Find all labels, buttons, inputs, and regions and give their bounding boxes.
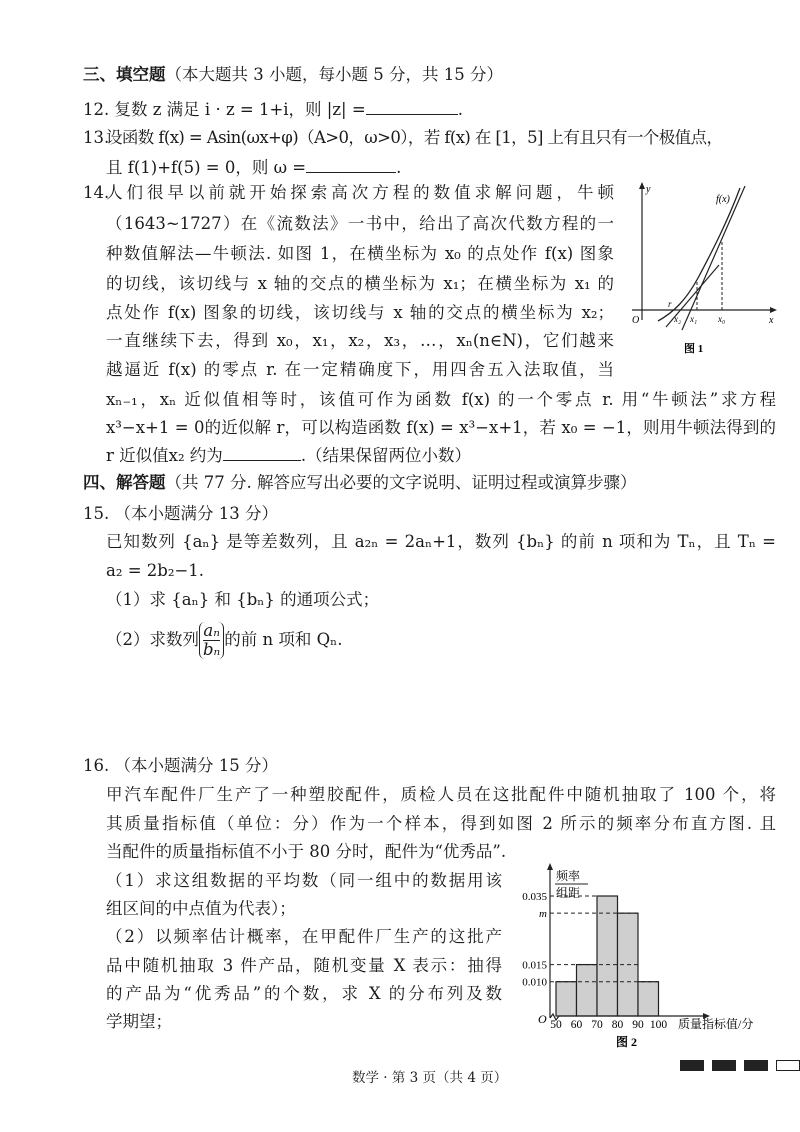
section-note: （本大题共 3 小题，每小题 5 分，共 15 分） [165,65,503,84]
x-axis-arrow [770,307,777,313]
y-label: y [646,184,651,195]
q14-line: xₙ₋₁，xₙ 近似值相等时，该值可作为函数 f(x) 的一个零点 r. 用“牛顿法”求方程 [106,390,776,409]
q14-line: x³−x+1 = 0的近似解 r，可以构造函数 f(x) = x³−x+1，若 x₀ = −1，则用牛顿法得到的 [106,418,776,437]
histogram-bar [577,965,598,1016]
y-tick-label: 0.035 [522,891,547,903]
page-marker-filled [680,1060,704,1071]
question-text: 且 f(1)+f(5) = 0，则 ω = [106,158,307,177]
x-tick-label: 50 [550,1019,562,1031]
q16-line: 甲汽车配件厂生产了一种塑胶配件，质检人员在这批配件中随机抽取了 100 个，将 [106,785,776,804]
x1-label: x₁ [690,314,698,324]
y-axis-arrow [639,182,645,189]
q15-part2 [106,620,343,660]
histogram-bar [597,896,618,1016]
answer-blank [306,156,396,173]
q15-line: a₂ = 2b₂−1. [106,561,205,580]
tangent-at-x0 [682,186,745,330]
x2-label: x₂ [674,314,682,324]
histogram-bar [638,982,659,1016]
q14-line: 的切线，该切线与 x 轴的交点的横坐标为 x₁；在横坐标为 x₁ 的 [106,274,614,293]
section-title: 三、填空题 [83,65,166,84]
question-number: 12. [83,100,110,119]
section-3-heading [83,64,503,86]
fraction-numerator: aₙ [203,621,220,640]
origin-label: O [632,315,640,326]
q14-note: .（结果保留两位小数） [300,446,472,465]
q16-sub-line: 的产品为“优秀品”的个数，求 X 的分布列及数 [106,984,502,1003]
question-score: （本小题满分 13 分） [114,504,278,523]
question-12 [83,98,463,121]
figure-2-histogram [508,860,798,1055]
figure-caption: 图 1 [684,343,704,355]
page-marker-filled [744,1060,768,1071]
question-text: 复数 z 满足 i · z = 1+i，则 |z| = [114,100,366,119]
q14-line: 越逼近 f(x) 的零点 r. 在一定精确度下，用四舍五入法取值，当 [106,360,614,379]
q15-part2-text: 的前 n 项和 Qₙ. [224,630,343,649]
q15-part1: （1）求 {aₙ} 和 {bₙ} 的通项公式； [106,590,380,609]
question-number-13: 13. [83,128,110,147]
q14-last-line [106,444,471,467]
question-score: （本小题满分 15 分） [114,756,278,775]
q16-sub-line: 品中随机抽取 3 件产品，随机变量 X 表示：抽得 [106,956,502,975]
x-label: x [769,315,774,326]
y-tick-label: 0.010 [522,976,547,989]
question-16-header [83,755,278,777]
x0-label: x₀ [718,314,726,324]
x-tick-label: 70 [591,1019,603,1031]
answer-blank [223,444,301,461]
x-tick-label: 90 [632,1019,644,1031]
q14-line: 一直继续下去，得到 x₀，x₁，x₂，x₃，…，xₙ(n∈N)，它们越来 [106,331,614,350]
q16-line: 其质量指标值（单位：分）作为一个样本，得到如图 2 所示的频率分布直方图. 且 [106,814,776,833]
figure-caption: 图 2 [616,1035,638,1049]
y-label-numerator: 频率 [556,869,581,883]
section-note: （共 77 分. 解答应写出必要的文字说明、证明过程或演算步骤） [165,473,637,492]
page-marker-empty [776,1060,800,1071]
q16-sub-line: （2）以频率估计概率，在甲配件厂生产的这批产 [106,927,502,946]
origin-label: O [538,1012,547,1026]
q15-line: 已知数列 {aₙ} 是等差数列，且 a₂ₙ = 2aₙ+1，数列 {bₙ} 的前 n 项和为 Tₙ，且 Tₙ = [106,532,776,551]
q15-part2-text: （2）求数列 [106,630,199,649]
r-label: r [668,299,672,309]
answer-blank [366,98,458,115]
q16-sub-line: 学期望； [106,1012,172,1031]
fraction-denominator: bₙ [203,640,221,659]
section-title: 四、解答题 [83,473,166,492]
question-13-line2 [106,156,401,179]
x-axis-label: 质量指标值/分 [678,1017,754,1031]
fraction-an-over-bn [199,622,224,659]
question-number-14: 14. [83,183,110,202]
q14-line: （1643~1727）在《流数法》一书中，给出了高次代数方程的一 [106,214,614,233]
question-15-header [83,503,278,525]
q14-line: 种数值解法—牛顿法. 如图 1，在横坐标为 x₀ 的点处作 f(x) 图象 [106,244,614,263]
punct: . [457,100,463,119]
question-13-line1: 设函数 f(x) = Asin(ωx+φ)（A>0，ω>0），若 f(x) 在 [1，5] 上有且只有一个极值点， [106,128,723,147]
histogram-bar [556,982,577,1016]
q14-line: 人们很早以前就开始探索高次方程的数值求解问题，牛顿 [106,183,614,202]
y-label-denominator: 组距 [556,886,581,900]
y-tick-label: m [539,908,547,921]
question-number: 16. [83,756,110,775]
curve-label: f(x) [716,194,730,205]
x-tick-label: 100 [649,1019,668,1031]
section-4-heading [83,472,636,494]
figure-1-newton-method [624,180,784,360]
q14-line: 点处作 f(x) 图象的切线，该切线与 x 轴的交点的横坐标为 x₂； [106,303,614,322]
page-marker-filled [712,1060,736,1071]
q14-line: r 近似值x₂ 约为 [106,446,223,465]
q16-sub-line: 组区间的中点值为代表）； [106,899,296,918]
y-tick-label: 0.015 [522,959,547,972]
y-axis-arrow [547,863,553,870]
x-tick-label: 60 [570,1019,583,1031]
q16-line: 当配件的质量指标值不小于 80 分时，配件为“优秀品”. [106,842,507,861]
page-footer: 数学 · 第 3 页（共 4 页） [352,1070,508,1086]
punct: . [396,158,402,177]
x-tick-label: 80 [611,1019,624,1031]
question-number: 15. [83,504,110,523]
q16-sub-line: （1）求这组数据的平均数（同一组中的数据用该 [106,871,502,890]
